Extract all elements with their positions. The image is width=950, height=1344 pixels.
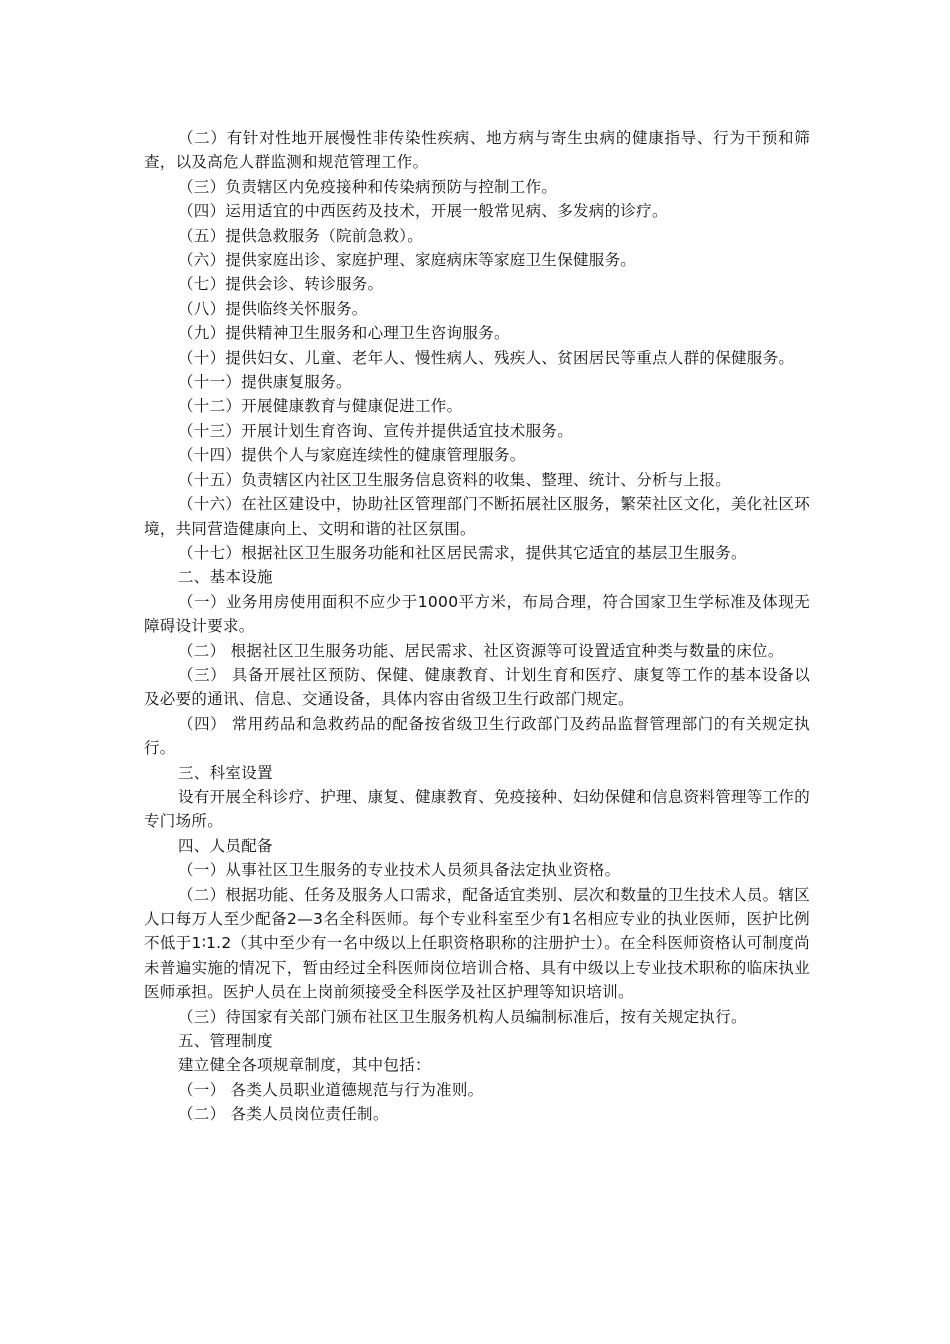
paragraph-9-mental-health: （九）提供精神卫生服务和心理卫生咨询服务。 [178, 324, 510, 343]
paragraph-13-family-planning: （十三）开展计划生育咨询、宣传并提供适宜技术服务。 [178, 421, 574, 440]
paragraph-facility-equipment: （三） 具备开展社区预防、保健、健康教育、计划生育和医疗、康复等工作的基本设备以及必要的通讯、信息、交通设备，具体内容由省级卫生行政部门规定。 [144, 665, 810, 709]
paragraph-12-health-education: （十二）开展健康教育与健康促进工作。 [178, 397, 463, 416]
paragraph-staff-ratio: （二）根据功能、任务及服务人口需求，配备适宜类别、层次和数量的卫生技术人员。辖区人口每万人至少配备2—3名全科医师。每个专业科室至少有1名相应专业的执业医师，医护比例不低于1∶1.2（其中至少有一名中级以上任职资格职称的注册护士）。在全科医师资格认可制度尚未普遍实施的情况下，暂由经过全科医师岗位培训合格、具有中级以上专业技术职称的临床执业医师承担。医护人员在上岗前须接受全科医学及社区护理等知识培训。 [144, 885, 811, 1002]
paragraph-10-key-groups: （十）提供妇女、儿童、老年人、慢性病人、残疾人、贫困居民等重点人群的保健服务。 [178, 348, 795, 367]
paragraph-11-rehab: （十一）提供康复服务。 [178, 373, 352, 392]
paragraph-management-responsibility: （二） 各类人员岗位责任制。 [178, 1105, 389, 1124]
paragraph-facility-beds: （二） 根据社区卫生服务功能、居民需求、社区资源等可设置适宜种类与数量的床位。 [178, 641, 784, 660]
paragraph-4-medicine: （四）运用适宜的中西医药及技术，开展一般常见病、多发病的诊疗。 [178, 202, 668, 221]
paragraph-management-intro: 建立健全各项规章制度，其中包括： [178, 1056, 431, 1075]
paragraph-6-home-care: （六）提供家庭出诊、家庭护理、家庭病床等家庭卫生保健服务。 [178, 251, 637, 270]
paragraph-staff-qualification: （一）从事社区卫生服务的专业技术人员须具备法定执业资格。 [178, 861, 621, 880]
section-heading-departments: 三、科室设置 [178, 763, 273, 782]
section-heading-staffing: 四、人员配备 [178, 836, 273, 855]
document-body [144, 124, 810, 1127]
section-heading-facilities: 二、基本设施 [178, 568, 273, 587]
paragraph-facility-area: （一）业务用房使用面积不应少于1000平方米，布局合理，符合国家卫生学标准及体现无障碍设计要求。 [144, 592, 810, 636]
paragraph-departments: 设有开展全科诊疗、护理、康复、健康教育、免疫接种、妇幼保健和信息资料管理等工作的专门场所。 [144, 787, 811, 831]
paragraph-staff-standard: （三）待国家有关部门颁布社区卫生服务机构人员编制标准后，按有关规定执行。 [178, 1007, 747, 1026]
paragraph-8-hospice: （八）提供临终关怀服务。 [178, 299, 368, 318]
section-heading-management: 五、管理制度 [178, 1032, 273, 1051]
paragraph-16-community: （十六）在社区建设中，协助社区管理部门不断拓展社区服务，繁荣社区文化，美化社区环境，共同营造健康向上、文明和谐的社区氛围。 [144, 495, 811, 538]
paragraph-15-information: （十五）负责辖区内社区卫生服务信息资料的收集、整理、统计、分析与上报。 [178, 470, 732, 489]
paragraph-7-consultation: （七）提供会诊、转诊服务。 [178, 275, 384, 294]
paragraph-5-emergency: （五）提供急救服务（院前急救）。 [178, 226, 424, 245]
paragraph-17-other-services: （十七）根据社区卫生服务功能和社区居民需求，提供其它适宜的基层卫生服务。 [178, 543, 747, 562]
paragraph-14-health-management: （十四）提供个人与家庭连续性的健康管理服务。 [178, 446, 526, 465]
paragraph-facility-drugs: （四） 常用药品和急救药品的配备按省级卫生行政部门及药品监督管理部门的有关规定执行。 [144, 714, 810, 758]
paragraph-management-ethics: （一） 各类人员职业道德规范与行为准则。 [178, 1080, 484, 1099]
paragraph-3-immunization: （三）负责辖区内免疫接种和传染病预防与控制工作。 [178, 177, 558, 196]
paragraph-2-chronic-disease: （二）有针对性地开展慢性非传染性疾病、地方病与寄生虫病的健康指导、行为干预和筛查，以及高危人群监测和规范管理工作。 [144, 129, 810, 172]
